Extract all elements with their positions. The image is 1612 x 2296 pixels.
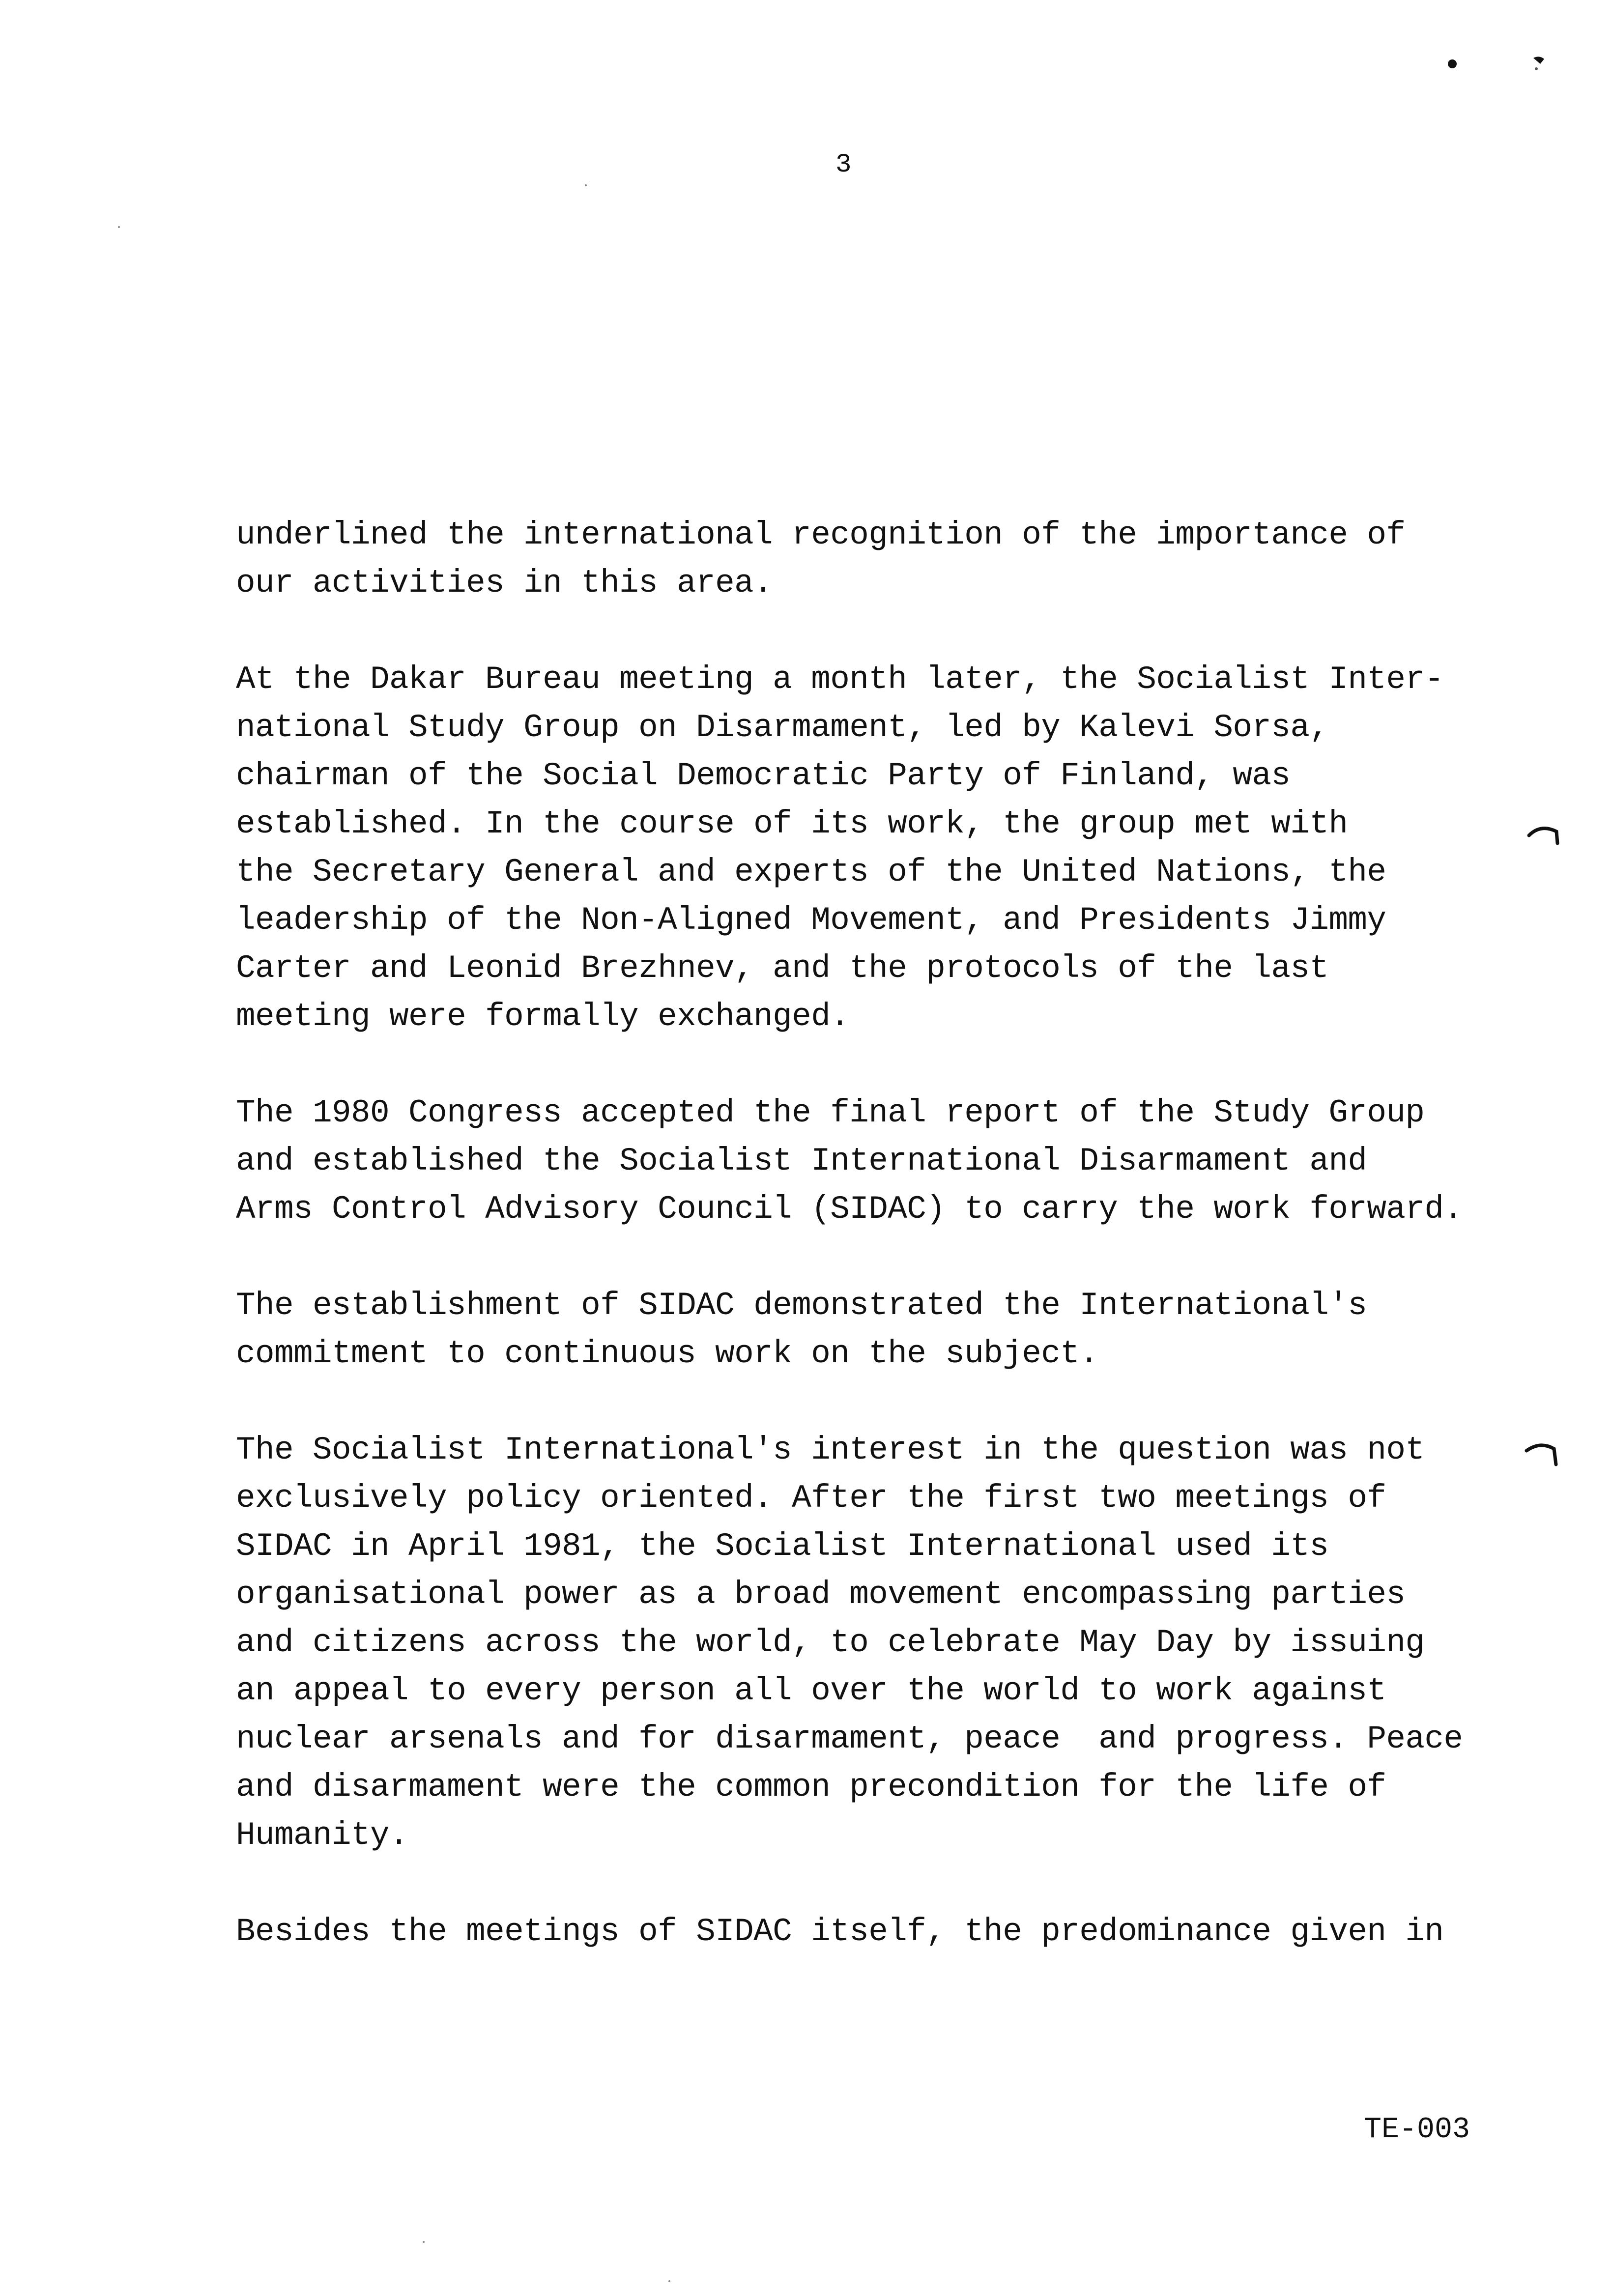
- paragraph: [236, 511, 1504, 607]
- text-line: and disarmament were the common precondition for the life of: [236, 1769, 1386, 1806]
- text-line: national Study Group on Disarmament, led by Kalevi Sorsa,: [236, 709, 1329, 746]
- text-line: SIDAC in April 1981, the Socialist International used its: [236, 1528, 1329, 1565]
- document-body: [236, 511, 1504, 2004]
- text-line: chairman of the Social Democratic Party of Finland, was: [236, 757, 1291, 794]
- text-line: commitment to continuous work on the subject.: [236, 1335, 1099, 1372]
- scan-mark-top-right: [1440, 49, 1558, 79]
- paragraph: [236, 1282, 1504, 1378]
- page-number: 3: [835, 150, 852, 180]
- paragraph: [236, 656, 1504, 1041]
- scan-speck: [668, 2280, 670, 2282]
- text-line: our activities in this area.: [236, 565, 773, 602]
- text-line: and citizens across the world, to celebrate May Day by issuing: [236, 1624, 1425, 1661]
- paragraph: [236, 1426, 1504, 1860]
- text-line: nuclear arsenals and for disarmament, peace and progress. Peace: [236, 1721, 1463, 1757]
- text-line: Arms Control Advisory Council (SIDAC) to carry the work forward.: [236, 1191, 1463, 1228]
- text-line: the Secretary General and experts of the United Nations, the: [236, 854, 1386, 890]
- scan-speck: [585, 184, 587, 186]
- text-line: Humanity.: [236, 1817, 409, 1854]
- text-line: and established the Socialist International Disarmament and: [236, 1143, 1367, 1179]
- text-line: The 1980 Congress accepted the final report of the Study Group: [236, 1094, 1425, 1131]
- text-line: Carter and Leonid Brezhnev, and the protocols of the last: [236, 950, 1329, 987]
- binder-mark-upper: [1526, 821, 1565, 850]
- text-line: organisational power as a broad movement encompassing parties: [236, 1576, 1406, 1613]
- scan-speck: [423, 2241, 425, 2243]
- text-line: an appeal to every person all over the world to work against: [236, 1672, 1386, 1709]
- paragraph: [236, 1908, 1504, 1956]
- text-line: The establishment of SIDAC demonstrated the International's: [236, 1287, 1367, 1324]
- text-line: established. In the course of its work, the group met with: [236, 805, 1348, 842]
- text-line: The Socialist International's interest in the question was not: [236, 1432, 1425, 1468]
- text-line: Besides the meetings of SIDAC itself, the predominance given in: [236, 1913, 1444, 1950]
- text-line: underlined the international recognition of the importance of: [236, 517, 1406, 553]
- paragraph: [236, 1089, 1504, 1234]
- text-line: meeting were formally exchanged.: [236, 998, 850, 1035]
- scan-speck: [118, 226, 120, 228]
- text-line: exclusively policy oriented. After the first two meetings of: [236, 1480, 1386, 1517]
- text-line: leadership of the Non-Aligned Movement, and Presidents Jimmy: [236, 902, 1386, 939]
- binder-mark-lower: [1524, 1440, 1563, 1474]
- document-code: TE-003: [1364, 2113, 1470, 2147]
- text-line: At the Dakar Bureau meeting a month later, the Socialist Inter-: [236, 661, 1444, 698]
